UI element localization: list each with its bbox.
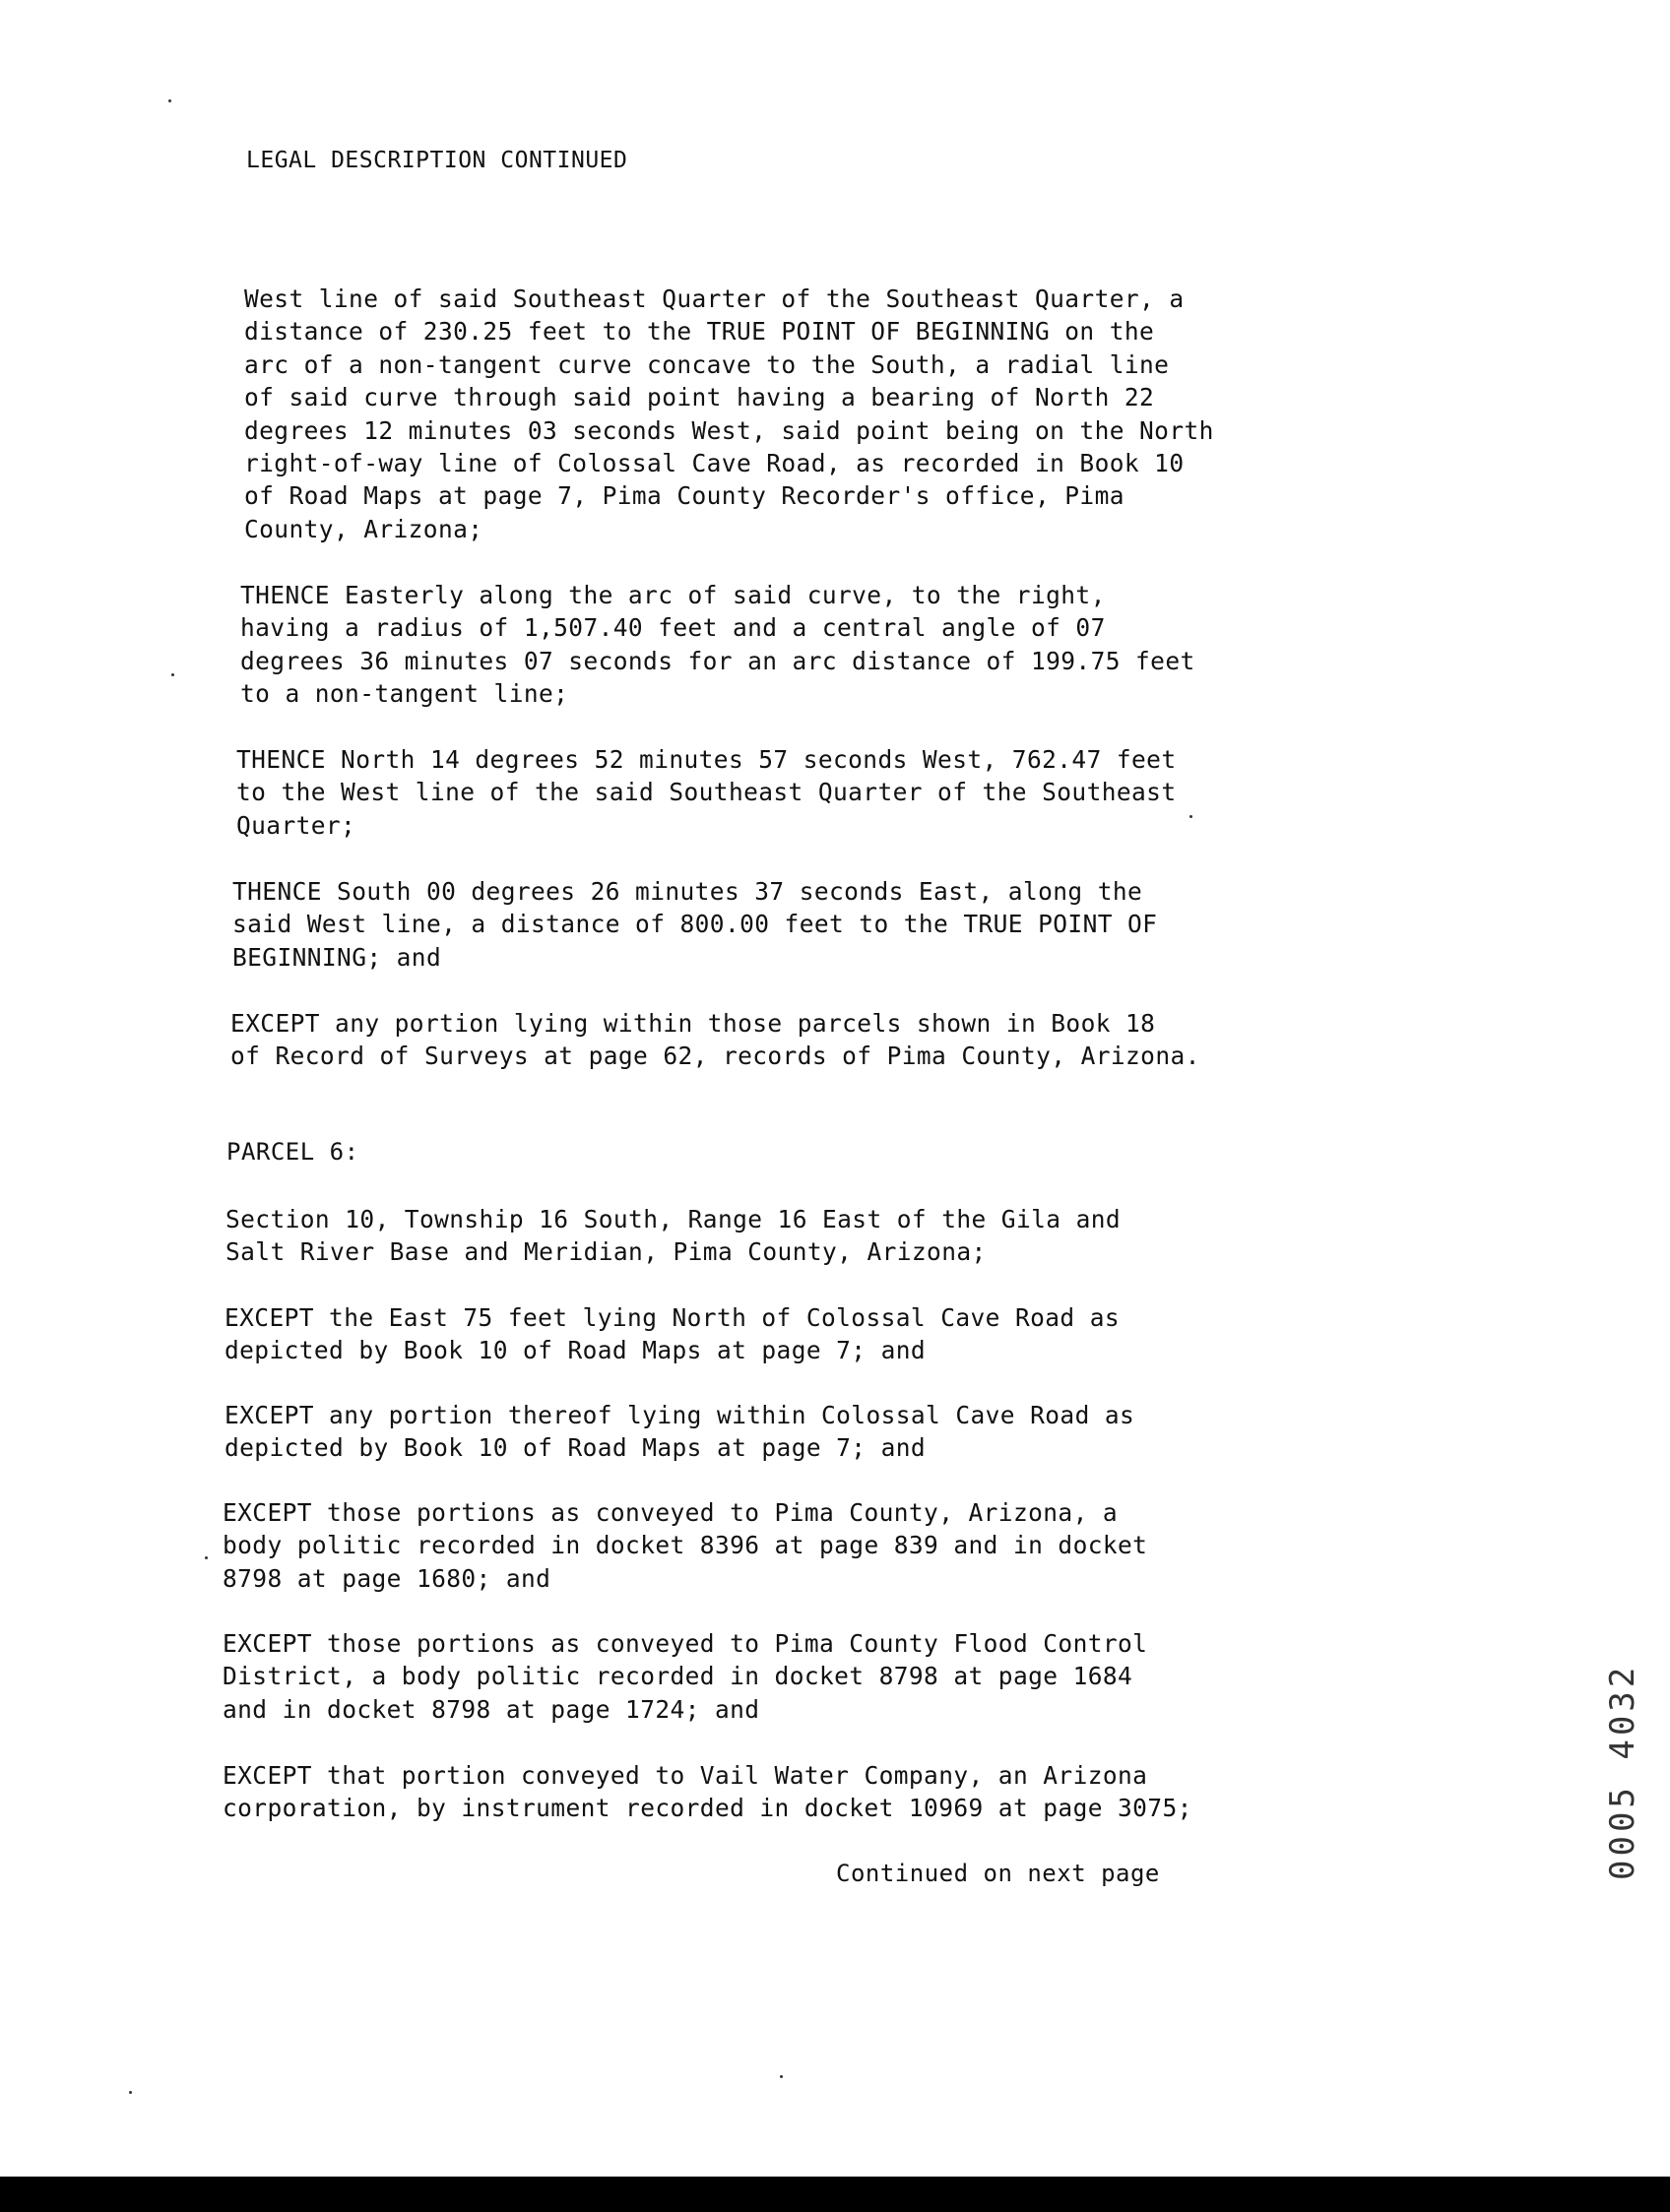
- speck-mark: [168, 99, 171, 102]
- parcel-paragraph-except-flood: EXCEPT those portions as conveyed to Pima County Flood Control District, a body politic recorded in docket 8798 at page 1684 and in docket 8798 at page 1724; and: [223, 1629, 1148, 1724]
- legal-paragraph-west-line: West line of said Southeast Quarter of the Southeast Quarter, a distance of 230.25 feet to the TRUE POINT OF BEGINNING on the arc of a non-tangent curve concave to the South, a radial line of said curve through said point having a bearing of North 22 degrees 12 minutes 03 seconds West, said point being on the North right-of-way line of Colossal Cave Road, as recorded in Book 10 of Road Maps at page 7, Pima County Recorder's office, Pima County, Arizona;: [244, 284, 1214, 543]
- parcel-paragraph-except-east: EXCEPT the East 75 feet lying North of Colossal Cave Road as depicted by Book 10 of Road Maps at page 7; and: [225, 1303, 1121, 1365]
- legal-paragraph-except-surveys: EXCEPT any portion lying within those parcels shown in Book 18 of Record of Surveys at page 62, records of Pima County, Arizona.: [230, 1009, 1200, 1071]
- speck-mark: [780, 2075, 783, 2078]
- parcel-paragraph-except-vail: EXCEPT that portion conveyed to Vail Water Company, an Arizona corporation, by instrument recorded in docket 10969 at page 3075;: [223, 1761, 1192, 1823]
- legal-paragraph-thence-south: THENCE South 00 degrees 26 minutes 37 seconds East, along the said West line, a distance of 800.00 feet to the TRUE POINT OF BEGINNING; and: [232, 877, 1158, 972]
- parcel-paragraph-except-road: EXCEPT any portion thereof lying within Colossal Cave Road as depicted by Book 10 of Road Maps at page 7; and: [225, 1401, 1135, 1463]
- scan-bottom-border: [0, 2177, 1670, 2212]
- legal-paragraph-thence-north: THENCE North 14 degrees 52 minutes 57 seconds West, 762.47 feet to the West line of the said Southeast Quarter of the Southeast Quarter;: [236, 745, 1177, 840]
- speck-mark: [171, 673, 174, 676]
- speck-mark: [129, 2091, 132, 2094]
- continued-note: Continued on next page: [836, 1860, 1160, 1887]
- parcel-paragraph-section: Section 10, Township 16 South, Range 16 East of the Gila and Salt River Base and Meridian, Pima County, Arizona;: [225, 1205, 1122, 1267]
- speck-mark: [205, 1556, 208, 1559]
- legal-paragraph-thence-easterly: THENCE Easterly along the arc of said curve, to the right, having a radius of 1,507.40 feet and a central angle of 07 degrees 36 minutes 07 seconds for an arc distance of 199.75 feet to a non-tangent line;: [240, 581, 1195, 709]
- speck-mark: [1189, 815, 1192, 818]
- page-header: LEGAL DESCRIPTION CONTINUED: [246, 148, 628, 173]
- side-stamp-number: 0005 4032: [1603, 1663, 1642, 1880]
- parcel-paragraph-except-pima: EXCEPT those portions as conveyed to Pima County, Arizona, a body politic recorded in docket 8396 at page 839 and in docket 8798 at page 1680; and: [223, 1498, 1148, 1593]
- parcel-heading: PARCEL 6:: [226, 1138, 359, 1166]
